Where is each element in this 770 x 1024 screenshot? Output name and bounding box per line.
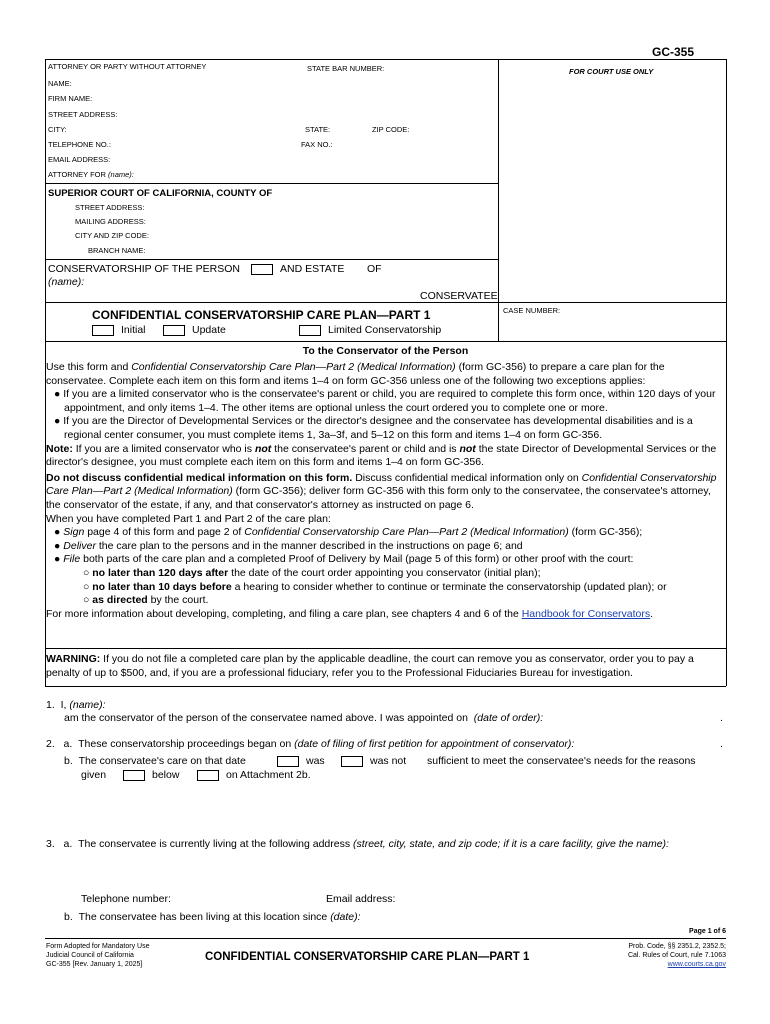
exception-text-2: If you are the Director of Developmental Services or the director's designee and the conservatee has developmental disabilities and is a regional center consumer, you must complete items 1, 3a–3f, and 5–12 on this form and items 1–4 on form GC-356. bbox=[63, 415, 693, 441]
deadline-3-bold: as directed bbox=[92, 594, 148, 607]
item-2a-hint[interactable]: (date of filing of first petition for appointment of conservator): bbox=[294, 738, 575, 750]
item-2a-period: . bbox=[720, 738, 723, 750]
note-paragraph bbox=[46, 443, 726, 470]
do-not-discuss-text-2: (form GC-356); deliver form GC-356 with this form only to the conservatee, the conservatee's attorney, the conservator of the estate, if any, and that conservator's attorney as instructed on page 6. bbox=[46, 485, 711, 511]
sign-form-ref: Confidential Conservatorship Care Plan—Part 2 (Medical Information) bbox=[244, 526, 569, 539]
limited-label: Limited Conservatorship bbox=[328, 324, 442, 336]
deadline-2-text: a hearing to consider whether to continue or terminate the conservatorship (updated plan); or bbox=[231, 580, 667, 593]
note-text-1: If you are a limited conservator who is bbox=[72, 442, 255, 455]
note-text-2: the conservatee's parent or child and is bbox=[271, 442, 460, 455]
caption-box-bottom bbox=[45, 302, 726, 303]
email-address-label[interactable]: Email address: bbox=[326, 893, 396, 905]
update-checkbox[interactable] bbox=[163, 325, 185, 336]
instructions-body bbox=[46, 361, 726, 621]
state-label[interactable]: STATE: bbox=[305, 125, 331, 134]
sign-bullet: ● Sign page 4 of this form and page 2 of Confidential Conservatorship Care Plan—Part 2 (Medical Information) (form GC-356); bbox=[54, 526, 643, 539]
intro-form-ref: Confidential Conservatorship Care Plan—Part 2 (Medical Information) bbox=[131, 361, 456, 373]
more-info-period: . bbox=[650, 607, 654, 620]
initial-checkbox[interactable] bbox=[92, 325, 114, 336]
fax-label[interactable]: FAX NO.: bbox=[301, 140, 333, 149]
item-3-a-line bbox=[46, 838, 669, 850]
item-2b-text-2: sufficient to meet the conservatee's needs for the reasons bbox=[427, 755, 696, 767]
note-not-1: not bbox=[254, 442, 272, 455]
intro-paragraph bbox=[46, 361, 726, 388]
header-right-border bbox=[726, 59, 727, 341]
item-1-name-hint[interactable]: (name): bbox=[69, 699, 106, 711]
initial-label: Initial bbox=[121, 324, 146, 336]
given-label: given bbox=[81, 769, 107, 781]
zip-label[interactable]: ZIP CODE: bbox=[372, 125, 410, 134]
deadline-3-text: by the court. bbox=[147, 594, 209, 607]
when-completed-paragraph: When you have completed Part 1 and Part 2 of the care plan: bbox=[46, 512, 331, 525]
attorney-for-hint: (name): bbox=[108, 170, 134, 179]
more-info-paragraph bbox=[46, 608, 726, 622]
was-checkbox[interactable] bbox=[277, 756, 299, 767]
court-mailing-label[interactable]: MAILING ADDRESS: bbox=[75, 217, 146, 226]
warning-divider bbox=[45, 648, 726, 649]
below-checkbox[interactable] bbox=[123, 770, 145, 781]
file-word: File bbox=[63, 553, 81, 566]
item-2a-text: These conservatorship proceedings began on bbox=[78, 738, 292, 750]
update-label: Update bbox=[192, 324, 226, 336]
item-2-b-line bbox=[64, 755, 246, 767]
footer-authority bbox=[560, 942, 726, 969]
note-label: Note: bbox=[46, 442, 73, 455]
footer-rule bbox=[45, 938, 726, 939]
item-1-text: am the conservator of the person of the conservatee named above. I was appointed on bbox=[64, 712, 468, 724]
name-label[interactable]: NAME: bbox=[48, 79, 72, 88]
was-label: was bbox=[306, 755, 325, 767]
attorney-label: ATTORNEY OR PARTY WITHOUT ATTORNEY bbox=[48, 62, 207, 71]
footer-law-1: Prob. Code, §§ 2351.2, 2352.5; bbox=[628, 943, 726, 950]
item-3-b-line bbox=[64, 911, 361, 923]
email-label[interactable]: EMAIL ADDRESS: bbox=[48, 155, 111, 164]
deadline-1-bold: no later than 120 days after bbox=[92, 566, 229, 579]
deliver-word: Deliver bbox=[63, 539, 96, 552]
below-label: below bbox=[152, 769, 180, 781]
item-1-number: 1. bbox=[46, 699, 55, 711]
item-3a-text: The conservatee is currently living at the following address bbox=[78, 838, 351, 850]
deadline-item-1: ○ no later than 120 days after the date of the court order appointing you conservator (initial plan); bbox=[83, 566, 541, 579]
street-address-label[interactable]: STREET ADDRESS: bbox=[48, 110, 118, 119]
intro-text-1: Use this form and bbox=[46, 361, 132, 373]
state-bar-label: STATE BAR NUMBER: bbox=[307, 64, 385, 73]
court-street-label[interactable]: STREET ADDRESS: bbox=[75, 203, 145, 212]
footer-law-2: Cal. Rules of Court, rule 7.1063 bbox=[627, 952, 726, 959]
deliver-text: the care plan to the persons and in the manner described in the instructions on page 6; and bbox=[95, 539, 523, 552]
sign-word: Sign bbox=[63, 526, 85, 539]
court-branch-label[interactable]: BRANCH NAME: bbox=[88, 246, 146, 255]
instructions-heading: To the Conservator of the Person bbox=[302, 345, 469, 357]
file-text: both parts of the care plan and a completed Proof of Delivery by Mail (page 5 of this form) or other proof with the court: bbox=[80, 553, 634, 566]
file-bullet: ● File both parts of the care plan and a completed Proof of Delivery by Mail (page 5 of this form) or other proof with the court: bbox=[54, 553, 634, 566]
sign-text-2: (form GC-356); bbox=[568, 526, 643, 539]
court-use-label: FOR COURT USE ONLY bbox=[569, 67, 654, 76]
attachment-checkbox[interactable] bbox=[197, 770, 219, 781]
instructions-bottom-border bbox=[45, 686, 726, 687]
item-3-number: 3. bbox=[46, 838, 55, 850]
deliver-bullet: ● Deliver the care plan to the persons and in the manner described in the instructions on page 6; and bbox=[54, 539, 523, 552]
deadline-item-3: ○ as directed by the court. bbox=[83, 594, 209, 607]
do-not-discuss-form-ref: Confidential Conservatorship Care Plan—Part 2 (Medical Information) bbox=[46, 471, 717, 498]
item-2-a-line bbox=[46, 738, 574, 750]
footer-adopted-line-3: GC-355 [Rev. January 1, 2025] bbox=[46, 961, 143, 968]
firm-name-label[interactable]: FIRM NAME: bbox=[48, 94, 93, 103]
limited-checkbox[interactable] bbox=[299, 325, 321, 336]
court-cityzip-label[interactable]: CITY AND ZIP CODE: bbox=[75, 231, 149, 240]
footer-adoption bbox=[46, 942, 150, 969]
intro-text-2: (form GC-356) to prepare a care plan for the conservatee. Complete each item on this form and items 1–4 on form GC-356 unless one of the following two exceptions applies: bbox=[46, 361, 665, 387]
and-estate-label: AND ESTATE bbox=[280, 263, 345, 275]
form-number: GC-355 bbox=[652, 45, 695, 59]
header-bottom-border bbox=[45, 341, 726, 342]
city-label[interactable]: CITY: bbox=[48, 125, 67, 134]
conservatee-name-label[interactable]: (name): bbox=[48, 276, 85, 288]
warning-label: WARNING: bbox=[46, 653, 101, 665]
exception-bullet-2: ● If you are the Director of Developmental Services or the director's designee and the conservatee has developmental disabilities and is a regional center consumer, you must complete items 1, 3a–3f, and 5–12 on this form and items 1–4 on form GC-356. bbox=[54, 415, 693, 441]
warning-paragraph bbox=[46, 653, 726, 680]
do-not-discuss-text-1: Discuss confidential medical information only on bbox=[352, 471, 582, 484]
deadline-1-text: the date of the court order appointing you conservator (initial plan); bbox=[228, 566, 541, 579]
page-number: Page 1 of 6 bbox=[689, 928, 726, 935]
item-3a-hint[interactable]: (street, city, state, and zip code; if it is a care facility, give the name): bbox=[353, 838, 669, 850]
was-not-checkbox[interactable] bbox=[341, 756, 363, 767]
deadline-2-bold: no later than 10 days before bbox=[92, 580, 232, 593]
telephone-label[interactable]: TELEPHONE NO.: bbox=[48, 140, 111, 149]
do-not-discuss-paragraph bbox=[46, 472, 726, 513]
court-use-divider bbox=[498, 59, 499, 341]
and-estate-checkbox[interactable] bbox=[251, 264, 273, 275]
case-number-label[interactable]: CASE NUMBER: bbox=[503, 306, 561, 315]
item-1-date-hint[interactable]: (date of order): bbox=[473, 712, 544, 724]
sign-text-1: page 4 of this form and page 2 of bbox=[84, 526, 245, 539]
header-top-border bbox=[45, 59, 726, 60]
item-2a-label: a. bbox=[63, 738, 73, 750]
footer-adopted-line-2: Judicial Council of California bbox=[46, 952, 134, 959]
exception-text-1: If you are a limited conservator who is the conservatee's parent or child, you are required to complete this form once, within 120 days of your appointment, and only items 1–4. The other items are optional unless the court ordered you to complete one or more. bbox=[63, 388, 716, 414]
telephone-number-label[interactable]: Telephone number: bbox=[81, 893, 171, 905]
note-text-3: the state Director of Developmental Services or the director's designee, you must complete each item on this form and items 1–4 on form GC-356. bbox=[46, 442, 717, 469]
item-1-line-2 bbox=[64, 712, 543, 724]
courts-website-link[interactable]: www.courts.ca.gov bbox=[667, 961, 726, 968]
form-title: CONFIDENTIAL CONSERVATORSHIP CARE PLAN—PART 1 bbox=[92, 308, 431, 322]
item-2b-label: b. bbox=[64, 755, 73, 767]
item-3a-label: a. bbox=[63, 838, 73, 850]
item-2b-text: The conservatee's care on that date bbox=[78, 755, 246, 767]
attorney-for-text: ATTORNEY FOR bbox=[48, 170, 106, 179]
was-not-label: was not bbox=[370, 755, 407, 767]
item-1-period: . bbox=[720, 712, 723, 724]
attorney-for-label[interactable] bbox=[48, 170, 134, 179]
attachment-label: on Attachment 2b. bbox=[226, 769, 311, 781]
instructions-right-border bbox=[726, 341, 727, 686]
court-title: SUPERIOR COURT OF CALIFORNIA, COUNTY OF bbox=[48, 188, 273, 199]
exception-bullet-1: ● If you are a limited conservator who is the conservatee's parent or child, you are required to complete this form once, within 120 days of your appointment, and only items 1–4. The other items are optional unless the court ordered you to complete one or more. bbox=[54, 388, 716, 414]
do-not-discuss-bold: Do not discuss confidential medical information on this form. bbox=[46, 471, 353, 484]
item-2-number: 2. bbox=[46, 738, 55, 750]
of-label: OF bbox=[367, 263, 382, 275]
item-1-i: I, bbox=[60, 699, 67, 711]
item-3b-text: The conservatee has been living at this location since bbox=[78, 911, 328, 923]
deadline-item-2: ○ no later than 10 days before a hearing to consider whether to continue or terminate the conservatorship (updated plan); or bbox=[83, 580, 667, 593]
handbook-link[interactable]: Handbook for Conservators bbox=[521, 607, 651, 620]
warning-text: If you do not file a completed care plan by the applicable deadline, the court can remove you as conservator, order you to pay a penalty of up to $500, and, if you are a professional fiduciary, refer you to the Professional Fiduciaries Bureau for investigation. bbox=[46, 653, 694, 679]
note-not-2: not bbox=[459, 442, 476, 455]
conservatorship-of-label: CONSERVATORSHIP OF THE PERSON bbox=[48, 263, 240, 275]
attorney-box-bottom bbox=[45, 183, 498, 184]
item-3b-hint[interactable]: (date): bbox=[330, 911, 361, 923]
item-3b-label: b. bbox=[64, 911, 73, 923]
more-info-text: For more information about developing, completing, and filing a care plan, see chapters 4 and 6 of the bbox=[46, 607, 522, 620]
conservatee-label: CONSERVATEE bbox=[420, 290, 498, 302]
item-1-line-1 bbox=[46, 699, 106, 711]
court-box-bottom bbox=[45, 259, 498, 260]
footer-adopted-line-1: Form Adopted for Mandatory Use bbox=[46, 943, 150, 950]
header-left-border bbox=[45, 59, 46, 341]
footer-title: CONFIDENTIAL CONSERVATORSHIP CARE PLAN—PART 1 bbox=[205, 951, 530, 963]
